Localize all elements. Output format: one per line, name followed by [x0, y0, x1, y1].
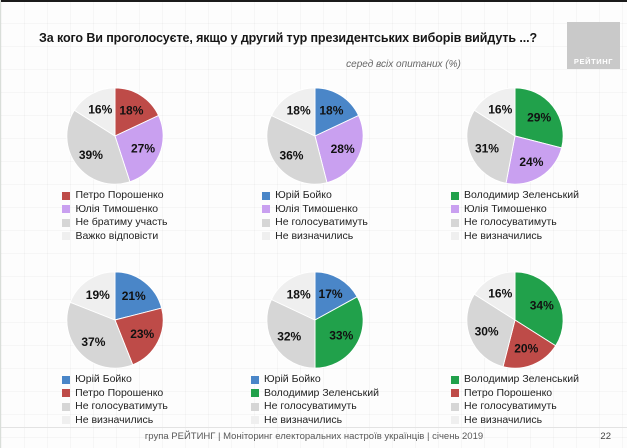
- legend-item: [451, 230, 579, 244]
- legend-label: Володимир Зеленський: [264, 386, 379, 399]
- pie: [265, 270, 365, 370]
- legend-item: [451, 400, 579, 414]
- legend-label: Не голосуватимуть: [464, 400, 557, 412]
- legend-label: Юлія Тимошенко: [464, 202, 547, 215]
- pie-chart-boyko-poroshenko: [15, 268, 215, 448]
- legend-item: [451, 203, 579, 217]
- legend-swatch: [262, 192, 270, 200]
- legend-item: [262, 203, 368, 217]
- legend-item: [62, 203, 167, 217]
- slice-label: 36%: [279, 148, 304, 163]
- legend-swatch: [451, 205, 459, 213]
- pie: [465, 86, 565, 186]
- legend: [451, 189, 579, 243]
- slice-label: 24%: [519, 154, 544, 169]
- legend-swatch: [62, 416, 70, 424]
- legend-item: [251, 373, 379, 387]
- legend-label: Не братиму участь: [75, 216, 168, 228]
- slide-title: За кого Ви проголосуєте, якщо у другий тур президентських виборів вийдуть ...?: [39, 31, 537, 45]
- legend-swatch: [251, 376, 259, 384]
- legend-swatch: [62, 403, 70, 411]
- page-number: 22: [600, 431, 611, 442]
- legend-swatch: [451, 219, 459, 227]
- pie: [265, 86, 365, 186]
- legend-label: Юрій Бойко: [75, 373, 132, 385]
- legend-swatch: [451, 192, 459, 200]
- legend-label: Петро Порошенко: [75, 386, 164, 399]
- legend-swatch: [251, 416, 259, 424]
- legend-swatch: [62, 219, 70, 227]
- legend-swatch: [451, 389, 459, 397]
- legend-item: [251, 400, 379, 414]
- slice-label: 20%: [514, 341, 539, 356]
- legend-item: [62, 189, 167, 203]
- slice-label: 37%: [81, 334, 106, 349]
- legend-swatch: [62, 205, 70, 213]
- slice-label: 32%: [277, 329, 302, 344]
- slice-label: 18%: [119, 103, 144, 118]
- pie-svg: [265, 270, 365, 370]
- legend-swatch: [451, 416, 459, 424]
- legend-item: [62, 400, 168, 414]
- legend-swatch: [451, 403, 459, 411]
- legend-swatch: [62, 389, 70, 397]
- legend-label: Володимир Зеленський: [464, 189, 579, 201]
- legend-item: [262, 216, 368, 230]
- legend-swatch: [262, 232, 270, 240]
- rating-group-logo-text: РЕЙТИНГ: [573, 57, 614, 66]
- pie: [65, 270, 165, 370]
- slice-label: 34%: [529, 298, 554, 313]
- slide-subtitle: серед всіх опитаних (%): [346, 59, 461, 70]
- footer-divider: [1, 427, 627, 428]
- legend-swatch: [62, 376, 70, 384]
- legend-swatch: [262, 219, 270, 227]
- slice-label: 19%: [85, 287, 110, 302]
- legend: [62, 373, 168, 427]
- legend-label: Володимир Зеленський: [464, 373, 579, 385]
- pie-chart-zelensky-poroshenko: [415, 268, 615, 448]
- top-border-bar: [1, 0, 627, 2]
- legend-label: Петро Порошенко: [464, 386, 553, 399]
- legend: [251, 373, 379, 427]
- legend-item: [62, 414, 168, 428]
- slice-label: 16%: [488, 286, 513, 301]
- legend-label: Не голосуватимуть: [464, 216, 557, 228]
- rating-group-logo: [567, 22, 620, 69]
- slice-label: 16%: [88, 102, 113, 117]
- legend-label: Юрій Бойко: [264, 373, 321, 385]
- legend-item: [451, 414, 579, 428]
- legend-label: Не голосуватимуть: [75, 400, 168, 412]
- legend-swatch: [451, 232, 459, 240]
- slice-label: 28%: [330, 142, 355, 157]
- slice-label: 27%: [131, 141, 156, 156]
- legend: [451, 373, 579, 427]
- slice-label: 39%: [78, 147, 103, 162]
- pie-svg: [265, 86, 365, 186]
- pie: [465, 270, 565, 370]
- pie-chart-boyko-tymoshenko: [215, 84, 415, 268]
- slice-label: 29%: [527, 110, 552, 125]
- legend-label: Не голосуватимуть: [264, 400, 357, 412]
- legend-label: Не визначились: [75, 413, 154, 426]
- slice-label: 18%: [319, 103, 344, 118]
- legend-label: Не визначились: [264, 413, 343, 426]
- legend-swatch: [62, 192, 70, 200]
- slice-label: 23%: [130, 327, 155, 342]
- legend: [262, 189, 368, 243]
- slice-label: 17%: [318, 286, 343, 301]
- legend-label: Юлія Тимошенко: [275, 202, 358, 215]
- pie-svg: [65, 270, 165, 370]
- legend-swatch: [62, 232, 70, 240]
- pie-chart-zelensky-tymoshenko: [415, 84, 615, 268]
- legend-label: Важко відповісти: [75, 229, 159, 242]
- pie-svg: [465, 86, 565, 186]
- slice-label: 30%: [474, 324, 499, 339]
- legend-item: [62, 387, 168, 401]
- legend-item: [262, 189, 368, 203]
- legend-item: [451, 373, 579, 387]
- pie-chart-poroshenko-tymoshenko: [15, 84, 215, 268]
- footer-text: група РЕЙТИНГ | Моніторинг електоральних настроїв українців | січень 2019: [144, 431, 484, 442]
- slice-label: 18%: [286, 103, 311, 118]
- legend-label: Не визначились: [464, 413, 543, 426]
- legend-label: Не визначились: [464, 229, 543, 242]
- legend-item: [251, 387, 379, 401]
- legend-swatch: [251, 403, 259, 411]
- slice-label: 21%: [121, 289, 146, 304]
- legend-swatch: [251, 389, 259, 397]
- slice-label: 31%: [474, 141, 499, 156]
- pie-svg: [65, 86, 165, 186]
- legend-label: Не визначились: [275, 229, 354, 242]
- legend-item: [451, 189, 579, 203]
- legend: [62, 189, 167, 243]
- legend-swatch: [451, 376, 459, 384]
- legend-item: [251, 414, 379, 428]
- legend-label: Не голосуватимуть: [275, 216, 368, 228]
- pie-chart-boyko-zelensky: [215, 268, 415, 448]
- legend-label: Юлія Тимошенко: [75, 202, 159, 215]
- legend-label: Юрій Бойко: [275, 189, 332, 201]
- slice-label: 33%: [329, 328, 354, 343]
- slice-label: 18%: [286, 287, 311, 302]
- pie: [65, 86, 165, 186]
- legend-item: [262, 230, 368, 244]
- pie-svg: [465, 270, 565, 370]
- legend-item: [62, 373, 168, 387]
- legend-item: [451, 216, 579, 230]
- legend-item: [62, 216, 167, 230]
- legend-label: Петро Порошенко: [75, 189, 164, 201]
- legend-swatch: [262, 205, 270, 213]
- legend-item: [62, 230, 167, 244]
- legend-item: [451, 387, 579, 401]
- slice-label: 16%: [488, 102, 513, 117]
- charts-grid: [15, 84, 615, 448]
